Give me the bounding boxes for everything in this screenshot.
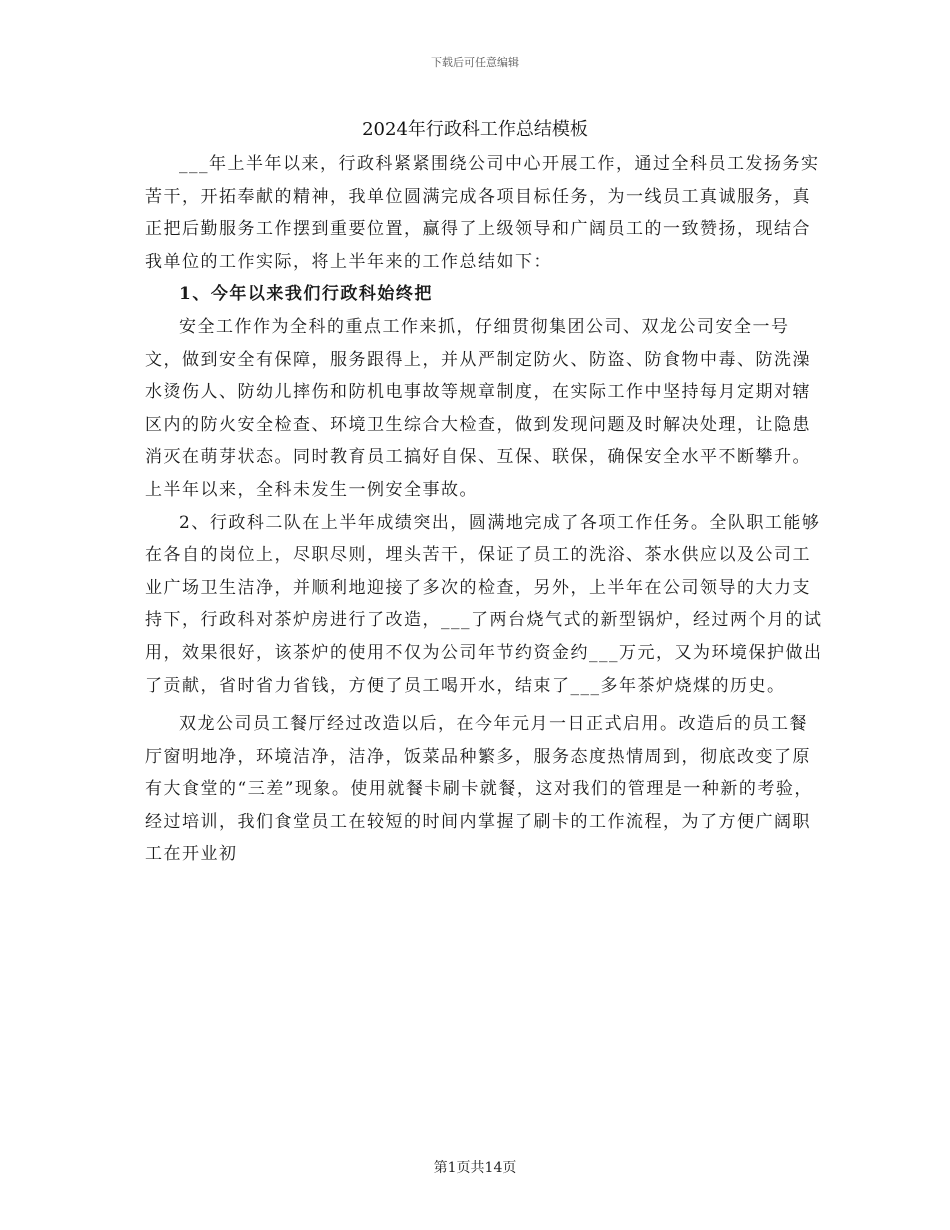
intro-paragraph: ___年上半年以来，行政科紧紧围绕公司中心开展工作，通过全科员工发扬务实苦干，开拓奉献的精神，我单位圆满完成各项目标任务，为一线员工真诚服务，真正把后勤服务工作摆到重要位置，赢得了上级领导和广阔员工的一致赞扬，现结合我单位的工作实际，将上半年来的工作总结如下：: [145, 154, 820, 272]
page-header-note: 下载后可任意编辑: [431, 56, 519, 69]
page-number: 第1页共14页: [433, 1160, 517, 1176]
canteen-paragraph: 双龙公司员工餐厅经过改造以后，在今年元月一日正式启用。改造后的员工餐厅窗明地净，环境洁净，洁净，饭菜品种繁多，服务态度热情周到，彻底改变了原有大食堂的“三差”现象。使用就餐卡刷卡就餐，这对我们的管理是一种新的考验，经过培训，我们食堂员工在较短的时间内掌握了刷卡的工作流程，为了方便广阔职工在开业初: [145, 714, 813, 865]
document-title: 2024年行政科工作总结模板: [362, 119, 588, 140]
team-two-paragraph: 2、行政科二队在上半年成绩突出，圆满地完成了各项工作任务。全队职工能够在各自的岗位上，尽职尽则，埋头苦干，保证了员工的洗浴、茶水供应以及公司工业广场卫生洁净，并顺利地迎接了多次的检查，另外，上半年在公司领导的大力支持下，行政科对茶炉房进行了改造，___了两台烧气式的新型锅炉，经过两个月的试用，效果很好，该茶炉的使用不仅为公司年节约资金约___万元，又为环境保护做出了贡献，省时省力省钱，方便了员工喝开水，结束了___多年茶炉烧煤的历史。: [145, 512, 823, 696]
section-heading-1: 1、今年以来我们行政科始终把: [179, 284, 433, 305]
document-body: [145, 148, 825, 871]
safety-paragraph: 安全工作作为全科的重点工作来抓，仔细贯彻集团公司、双龙公司安全一号文，做到安全有保障，服务跟得上，并从严制定防火、防盗、防食物中毒、防洗澡水烫伤人、防幼儿摔伤和防机电事故等规章制度，在实际工作中坚持每月定期对辖区内的防火安全检查、环境卫生综合大检查，做到发现问题及时解决处理，让隐患消灭在萌芽状态。同时教育员工搞好自保、互保、联保，确保安全水平不断攀升。上半年以来，全科未发生一例安全事故。: [145, 316, 811, 500]
